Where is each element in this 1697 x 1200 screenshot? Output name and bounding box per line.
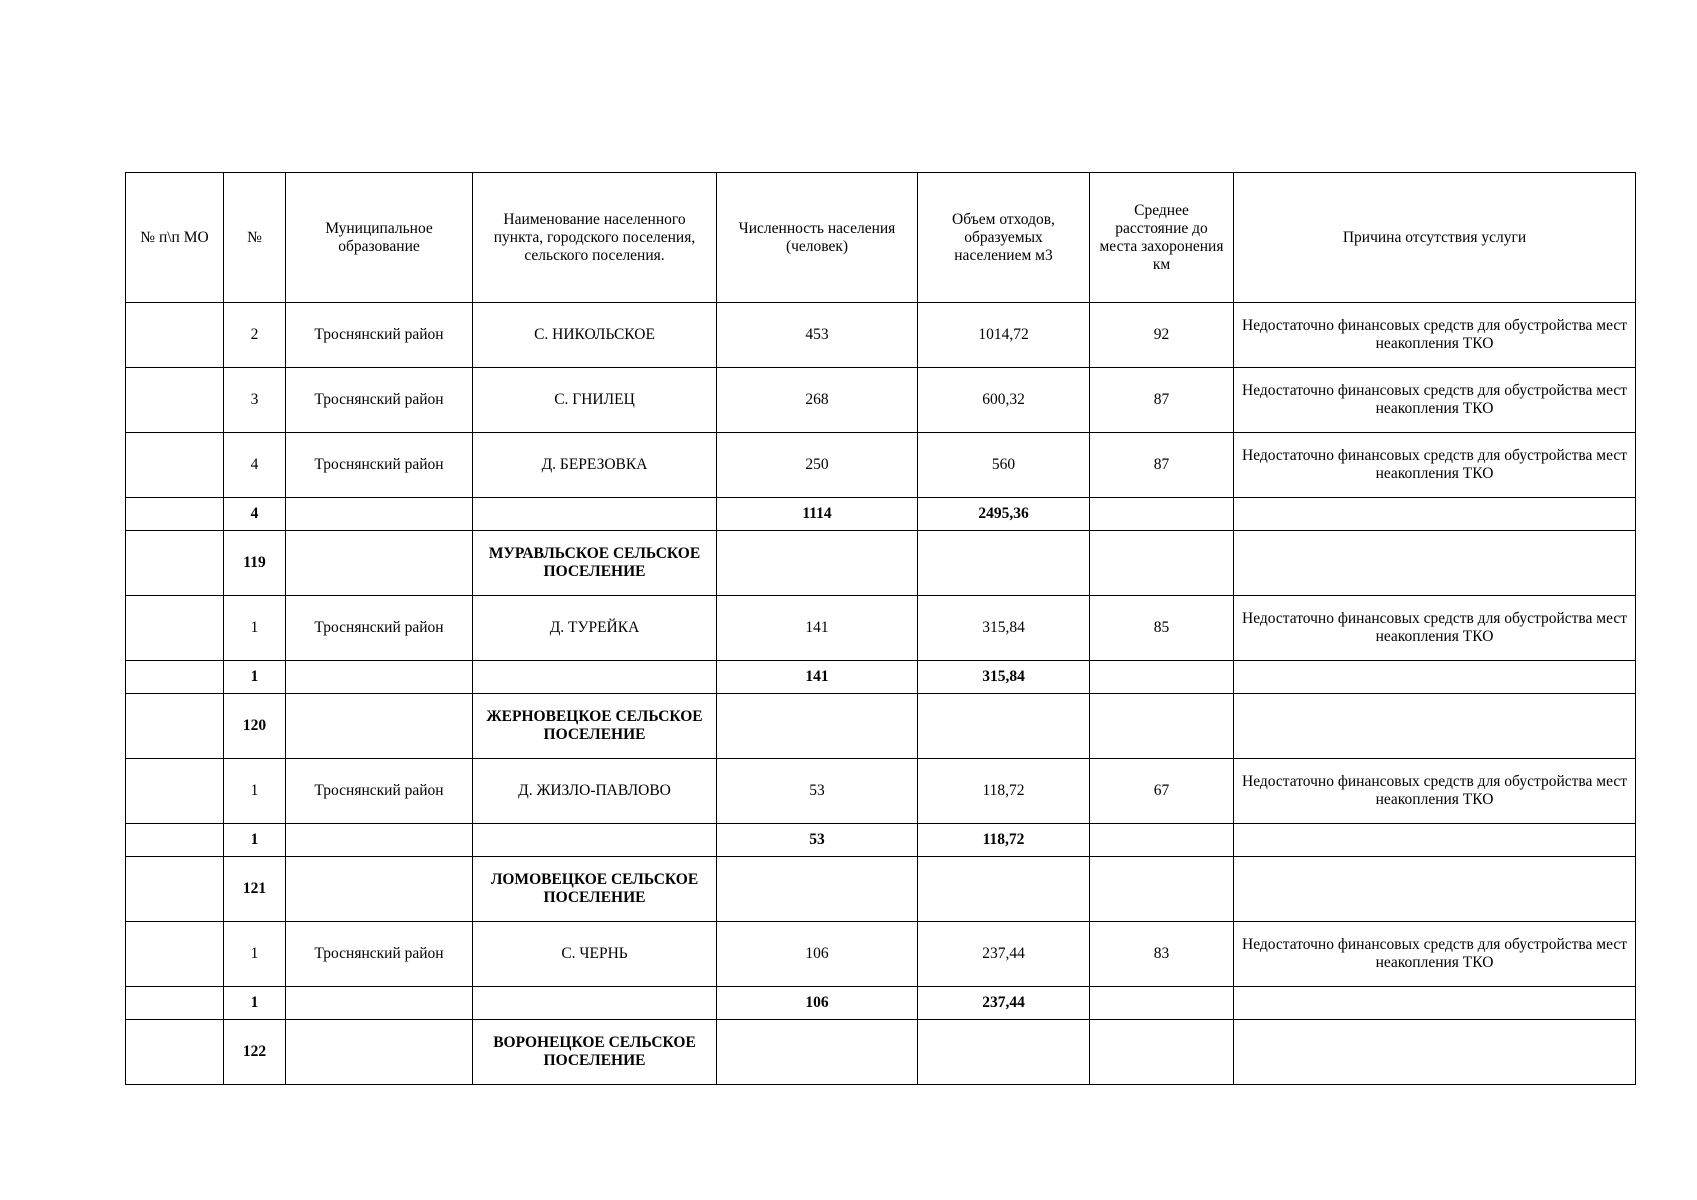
mo-index-cell bbox=[126, 922, 224, 987]
reason-cell bbox=[1234, 531, 1636, 596]
mo-index-cell bbox=[126, 498, 224, 531]
subtotal-row bbox=[126, 661, 1636, 694]
settlement-name-cell: С. НИКОЛЬСКОЕ bbox=[473, 303, 717, 368]
population-cell bbox=[717, 1020, 918, 1085]
population-cell: 53 bbox=[717, 824, 918, 857]
header-municipality: Муниципальное образование bbox=[286, 173, 473, 303]
mo-index-cell bbox=[126, 433, 224, 498]
municipality-cell bbox=[286, 661, 473, 694]
number-cell: 119 bbox=[224, 531, 286, 596]
waste-volume-cell: 315,84 bbox=[918, 661, 1090, 694]
reason-cell: Недостаточно финансовых средств для обустройства мест неакопления ТКО bbox=[1234, 922, 1636, 987]
mo-index-cell bbox=[126, 1020, 224, 1085]
header-avg-distance: Среднее расстояние до места захоронения км bbox=[1090, 173, 1234, 303]
waste-volume-cell bbox=[918, 857, 1090, 922]
population-cell: 141 bbox=[717, 596, 918, 661]
distance-cell bbox=[1090, 694, 1234, 759]
table-body bbox=[126, 303, 1636, 1085]
distance-cell: 67 bbox=[1090, 759, 1234, 824]
settlement-name-cell: ВОРОНЕЦКОЕ СЕЛЬСКОЕ ПОСЕЛЕНИЕ bbox=[473, 1020, 717, 1085]
mo-index-cell bbox=[126, 824, 224, 857]
header-reason: Причина отсутствия услуги bbox=[1234, 173, 1636, 303]
reason-cell: Недостаточно финансовых средств для обустройства мест неакопления ТКО bbox=[1234, 759, 1636, 824]
settlement-name-cell bbox=[473, 661, 717, 694]
number-cell: 1 bbox=[224, 596, 286, 661]
mo-index-cell bbox=[126, 531, 224, 596]
header-settlement-name: Наименование населенного пункта, городского поселения, сельского поселения. bbox=[473, 173, 717, 303]
number-cell: 121 bbox=[224, 857, 286, 922]
mo-index-cell bbox=[126, 368, 224, 433]
subtotal-row bbox=[126, 824, 1636, 857]
mo-index-cell bbox=[126, 857, 224, 922]
population-cell: 268 bbox=[717, 368, 918, 433]
population-cell: 106 bbox=[717, 922, 918, 987]
settlement-name-cell bbox=[473, 498, 717, 531]
municipality-cell: Троснянский район bbox=[286, 759, 473, 824]
number-cell: 1 bbox=[224, 661, 286, 694]
subtotal-row bbox=[126, 498, 1636, 531]
municipality-cell: Троснянский район bbox=[286, 596, 473, 661]
section-header-row bbox=[126, 1020, 1636, 1085]
municipality-cell: Троснянский район bbox=[286, 368, 473, 433]
table-row bbox=[126, 759, 1636, 824]
reason-cell bbox=[1234, 987, 1636, 1020]
municipality-cell bbox=[286, 1020, 473, 1085]
subtotal-row bbox=[126, 987, 1636, 1020]
waste-volume-cell: 1014,72 bbox=[918, 303, 1090, 368]
number-cell: 1 bbox=[224, 922, 286, 987]
waste-volume-cell: 560 bbox=[918, 433, 1090, 498]
mo-index-cell bbox=[126, 596, 224, 661]
population-cell: 250 bbox=[717, 433, 918, 498]
municipality-cell bbox=[286, 498, 473, 531]
settlement-name-cell: С. ЧЕРНЬ bbox=[473, 922, 717, 987]
municipality-cell bbox=[286, 824, 473, 857]
header-number: № bbox=[224, 173, 286, 303]
distance-cell bbox=[1090, 498, 1234, 531]
settlement-name-cell: Д. ЖИЗЛО-ПАВЛОВО bbox=[473, 759, 717, 824]
reason-cell bbox=[1234, 1020, 1636, 1085]
reason-cell bbox=[1234, 498, 1636, 531]
population-cell bbox=[717, 857, 918, 922]
distance-cell bbox=[1090, 531, 1234, 596]
number-cell: 1 bbox=[224, 987, 286, 1020]
table-row bbox=[126, 433, 1636, 498]
table-row bbox=[126, 303, 1636, 368]
settlement-name-cell: ЖЕРНОВЕЦКОЕ СЕЛЬСКОЕ ПОСЕЛЕНИЕ bbox=[473, 694, 717, 759]
number-cell: 120 bbox=[224, 694, 286, 759]
settlement-name-cell bbox=[473, 824, 717, 857]
number-cell: 122 bbox=[224, 1020, 286, 1085]
number-cell: 4 bbox=[224, 433, 286, 498]
distance-cell bbox=[1090, 857, 1234, 922]
mo-index-cell bbox=[126, 661, 224, 694]
municipality-cell bbox=[286, 694, 473, 759]
settlement-name-cell: МУРАВЛЬСКОЕ СЕЛЬСКОЕ ПОСЕЛЕНИЕ bbox=[473, 531, 717, 596]
waste-volume-cell: 118,72 bbox=[918, 824, 1090, 857]
header-population: Численность населения (человек) bbox=[717, 173, 918, 303]
population-cell: 141 bbox=[717, 661, 918, 694]
distance-cell: 83 bbox=[1090, 922, 1234, 987]
settlement-name-cell: Д. БЕРЕЗОВКА bbox=[473, 433, 717, 498]
distance-cell bbox=[1090, 987, 1234, 1020]
reason-cell: Недостаточно финансовых средств для обустройства мест неакопления ТКО bbox=[1234, 433, 1636, 498]
distance-cell: 87 bbox=[1090, 368, 1234, 433]
section-header-row bbox=[126, 694, 1636, 759]
municipality-cell bbox=[286, 531, 473, 596]
reason-cell bbox=[1234, 694, 1636, 759]
table-header-row bbox=[126, 173, 1636, 303]
reason-cell bbox=[1234, 661, 1636, 694]
population-cell: 1114 bbox=[717, 498, 918, 531]
settlement-name-cell: ЛОМОВЕЦКОЕ СЕЛЬСКОЕ ПОСЕЛЕНИЕ bbox=[473, 857, 717, 922]
header-waste-volume: Объем отходов, образуемых населением м3 bbox=[918, 173, 1090, 303]
table-row bbox=[126, 596, 1636, 661]
distance-cell bbox=[1090, 1020, 1234, 1085]
municipality-cell: Троснянский район bbox=[286, 303, 473, 368]
population-cell bbox=[717, 531, 918, 596]
waste-volume-cell bbox=[918, 694, 1090, 759]
waste-volume-cell bbox=[918, 1020, 1090, 1085]
waste-volume-cell: 315,84 bbox=[918, 596, 1090, 661]
municipality-cell bbox=[286, 857, 473, 922]
municipality-cell bbox=[286, 987, 473, 1020]
mo-index-cell bbox=[126, 759, 224, 824]
mo-index-cell bbox=[126, 303, 224, 368]
municipality-cell: Троснянский район bbox=[286, 433, 473, 498]
number-cell: 1 bbox=[224, 824, 286, 857]
settlement-name-cell: Д. ТУРЕЙКА bbox=[473, 596, 717, 661]
settlement-name-cell: С. ГНИЛЕЦ bbox=[473, 368, 717, 433]
mo-index-cell bbox=[126, 987, 224, 1020]
distance-cell: 92 bbox=[1090, 303, 1234, 368]
waste-volume-cell: 118,72 bbox=[918, 759, 1090, 824]
waste-volume-cell: 237,44 bbox=[918, 922, 1090, 987]
number-cell: 1 bbox=[224, 759, 286, 824]
number-cell: 2 bbox=[224, 303, 286, 368]
reason-cell bbox=[1234, 824, 1636, 857]
number-cell: 3 bbox=[224, 368, 286, 433]
section-header-row bbox=[126, 857, 1636, 922]
waste-volume-cell: 2495,36 bbox=[918, 498, 1090, 531]
population-cell bbox=[717, 694, 918, 759]
distance-cell: 85 bbox=[1090, 596, 1234, 661]
waste-table bbox=[125, 172, 1636, 1085]
section-header-row bbox=[126, 531, 1636, 596]
distance-cell bbox=[1090, 661, 1234, 694]
mo-index-cell bbox=[126, 694, 224, 759]
number-cell: 4 bbox=[224, 498, 286, 531]
waste-volume-cell: 600,32 bbox=[918, 368, 1090, 433]
reason-cell: Недостаточно финансовых средств для обустройства мест неакопления ТКО bbox=[1234, 368, 1636, 433]
waste-volume-cell bbox=[918, 531, 1090, 596]
reason-cell: Недостаточно финансовых средств для обустройства мест неакопления ТКО bbox=[1234, 596, 1636, 661]
settlement-name-cell bbox=[473, 987, 717, 1020]
distance-cell: 87 bbox=[1090, 433, 1234, 498]
reason-cell: Недостаточно финансовых средств для обустройства мест неакопления ТКО bbox=[1234, 303, 1636, 368]
header-mo-index: № п\п МО bbox=[126, 173, 224, 303]
distance-cell bbox=[1090, 824, 1234, 857]
population-cell: 53 bbox=[717, 759, 918, 824]
waste-volume-cell: 237,44 bbox=[918, 987, 1090, 1020]
reason-cell bbox=[1234, 857, 1636, 922]
population-cell: 106 bbox=[717, 987, 918, 1020]
municipality-cell: Троснянский район bbox=[286, 922, 473, 987]
population-cell: 453 bbox=[717, 303, 918, 368]
table-row bbox=[126, 922, 1636, 987]
table-row bbox=[126, 368, 1636, 433]
